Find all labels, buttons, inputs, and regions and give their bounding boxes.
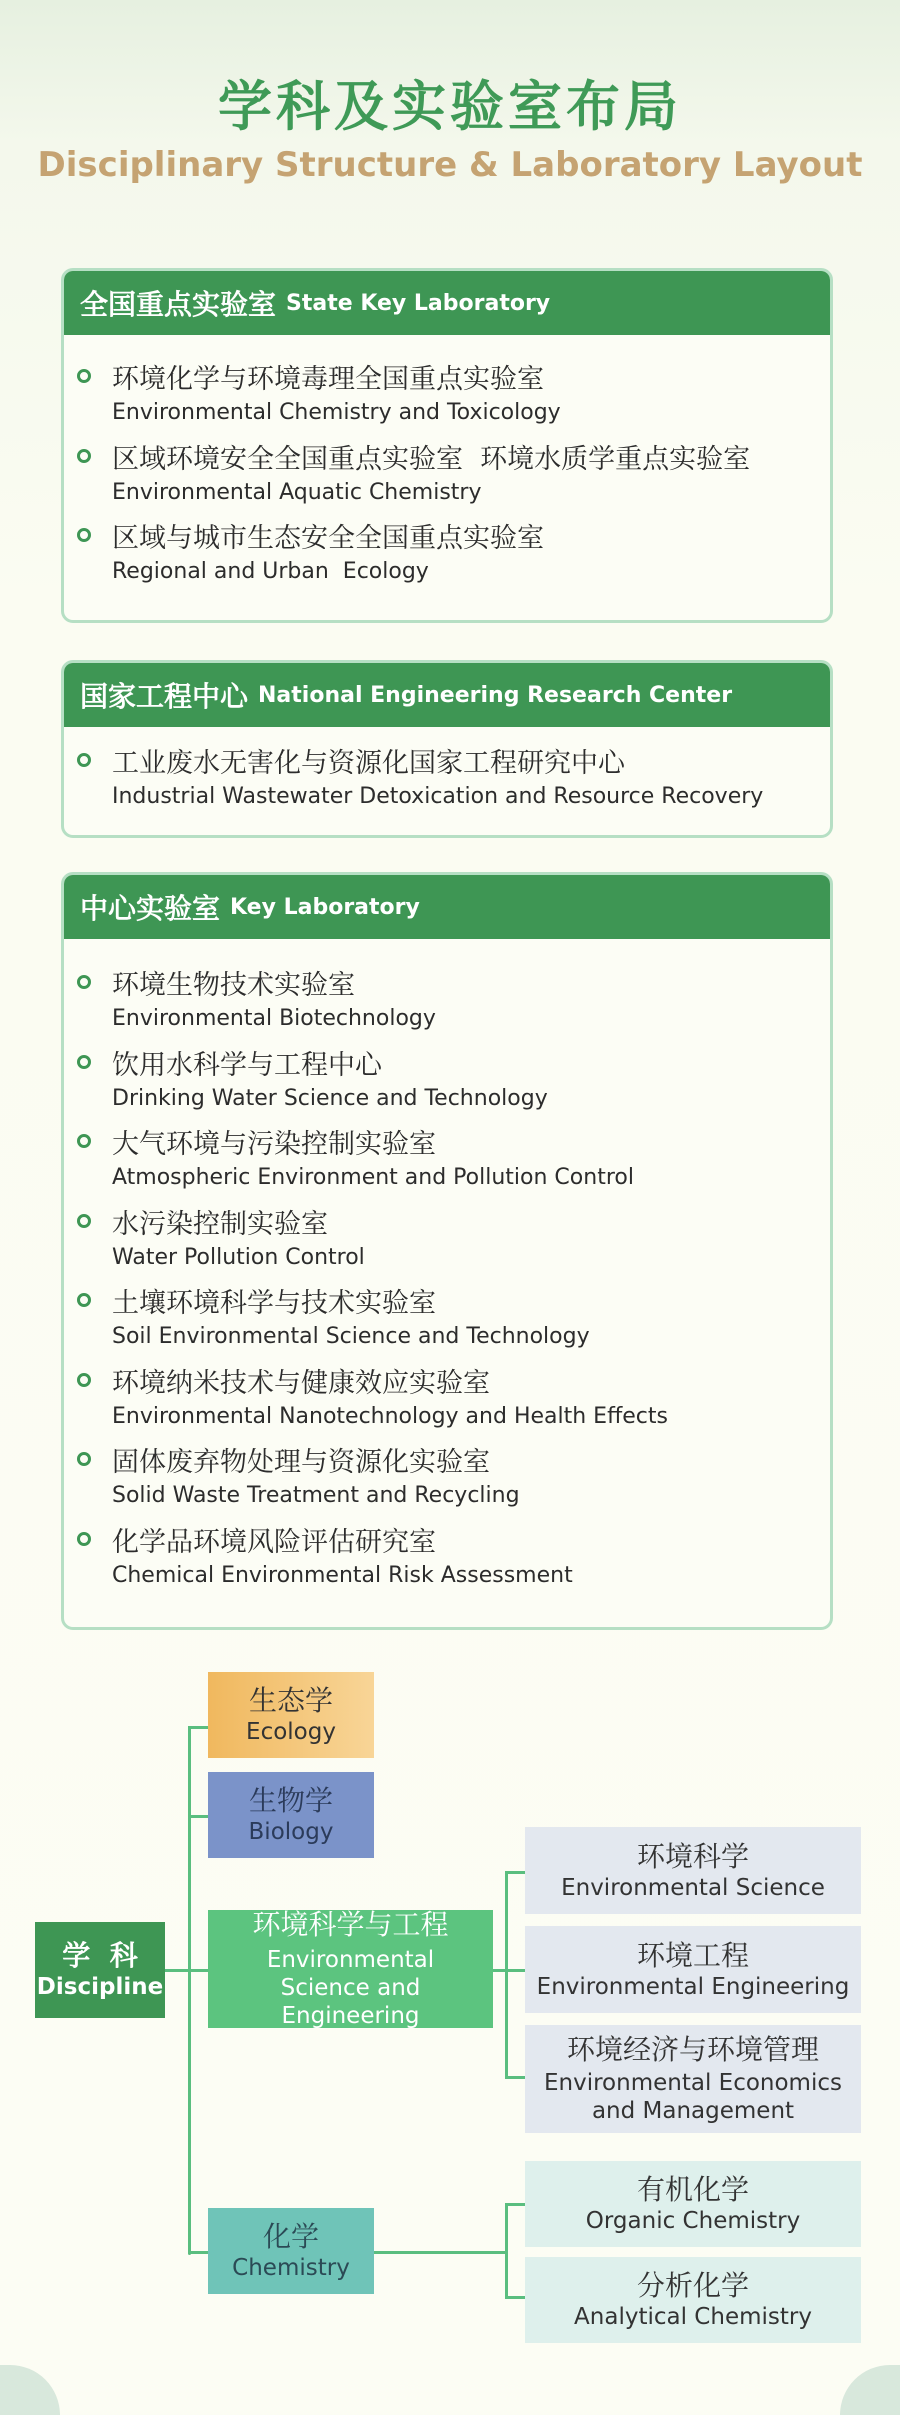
item-name-cn: 土壤环境科学与技术实验室 — [112, 1288, 436, 1319]
tree-connector — [188, 2251, 208, 2254]
circle-bullet-icon — [77, 1214, 91, 1228]
card-header — [64, 663, 830, 727]
sub-environmental-science — [525, 1827, 861, 1914]
list-item — [64, 747, 830, 827]
tree-connector — [372, 2251, 507, 2254]
sub-label-cn: 环境工程 — [636, 1938, 749, 1972]
sub-label-en: Environmental Science — [561, 1874, 825, 1901]
branch-label-en: Environmental Science and Engineering — [266, 1947, 435, 2029]
sub-label-en: Organic Chemistry — [585, 2208, 801, 2234]
tree-connector — [505, 1871, 525, 1874]
item-name-cn: 大气环境与污染控制实验室 — [112, 1129, 436, 1160]
card-header-cn: 国家工程中心 — [80, 680, 249, 713]
tree-connector — [505, 1871, 508, 2077]
circle-bullet-icon — [77, 1134, 91, 1148]
item-name-cn: 水污染控制实验室 — [112, 1208, 328, 1240]
list-item — [64, 1446, 830, 1526]
tree-connector — [505, 2203, 525, 2206]
item-name-en: Drinking Water Science and Technology — [112, 1085, 548, 1111]
sub-label-en: Analytical Chemistry — [574, 2304, 812, 2330]
circle-bullet-icon — [77, 753, 91, 767]
key-lab-card — [61, 872, 833, 1630]
tree-connector — [505, 2203, 508, 2298]
list-item — [64, 1287, 830, 1367]
tree-connector — [505, 2076, 525, 2079]
circle-bullet-icon — [77, 1055, 91, 1069]
circle-bullet-icon — [77, 1293, 91, 1307]
corner-decoration-left — [0, 2365, 60, 2415]
item-name-en: Chemical Environmental Risk Assessment — [112, 1562, 573, 1588]
sub-label-en: Environmental Engineering — [536, 1973, 850, 2000]
item-name-en: Environmental Aquatic Chemistry — [112, 479, 482, 505]
branch-ecology — [208, 1672, 374, 1758]
sub-environmental-engineering — [525, 1926, 861, 2013]
item-name-en: Environmental Chemistry and Toxicology — [112, 400, 561, 425]
list-item — [64, 1526, 830, 1606]
card-header — [64, 875, 830, 939]
card-header-en: State Key Laboratory — [286, 290, 551, 316]
item-name-en: Soil Environmental Science and Technology — [112, 1324, 590, 1349]
item-name-en: Environmental Biotechnology — [112, 1006, 436, 1031]
list-item — [64, 1208, 830, 1288]
list-item — [64, 1367, 830, 1447]
item-name-en: Atmospheric Environment and Pollution Control — [112, 1165, 634, 1190]
item-name-en: Environmental Nanotechnology and Health Effects — [112, 1403, 668, 1429]
branch-label-cn: 环境科学与工程 — [252, 1908, 449, 1941]
sub-label-cn: 分析化学 — [636, 2269, 749, 2302]
root-label-cn: 学 科 — [62, 1939, 138, 1972]
item-name-cn: 固体废弃物处理与资源化实验室 — [112, 1447, 490, 1478]
item-name-en: Regional and Urban Ecology — [112, 559, 429, 584]
state-key-lab-card — [61, 268, 833, 623]
circle-bullet-icon — [77, 1532, 91, 1546]
tree-connector — [163, 1969, 189, 1972]
list-item — [64, 969, 830, 1049]
discipline-root-box — [35, 1922, 165, 2018]
item-name-cn: 环境纳米技术与健康效应实验室 — [112, 1367, 490, 1399]
sub-analytical-chemistry — [525, 2257, 861, 2343]
sub-label-cn: 环境科学 — [636, 1839, 749, 1873]
tree-connector — [505, 1969, 525, 1972]
card-header — [64, 271, 830, 335]
card-header-en: Key Laboratory — [230, 894, 420, 920]
list-item — [64, 522, 830, 602]
item-name-en: Water Pollution Control — [112, 1244, 365, 1270]
sub-label-cn: 有机化学 — [636, 2173, 749, 2206]
page-title: 学科及实验室布局 — [218, 75, 682, 138]
circle-bullet-icon — [77, 528, 91, 542]
branch-label-cn: 生态学 — [248, 1684, 333, 1717]
item-name-cn: 工业废水无害化与资源化国家工程研究中心 — [112, 748, 625, 779]
root-label-en: Discipline — [36, 1974, 164, 2000]
branch-label-cn: 化学 — [262, 2220, 319, 2253]
tree-connector — [188, 1969, 208, 1972]
page-subtitle: Disciplinary Structure & Laboratory Layout — [37, 145, 863, 185]
list-item — [64, 1128, 830, 1208]
circle-bullet-icon — [77, 1373, 91, 1387]
item-name-cn: 环境化学与环境毒理全国重点实验室 — [112, 364, 544, 395]
national-engineering-center-card — [61, 660, 833, 838]
item-name-cn: 饮用水科学与工程中心 — [112, 1049, 382, 1081]
item-name-en: Solid Waste Treatment and Recycling — [112, 1483, 520, 1508]
corner-decoration-right — [840, 2365, 900, 2415]
branch-label-en: Biology — [248, 1819, 334, 1845]
branch-biology — [208, 1772, 374, 1858]
list-item — [64, 363, 830, 443]
tree-connector — [188, 1815, 208, 1818]
tree-connector — [505, 2296, 525, 2299]
list-item — [64, 443, 830, 523]
item-name-cn: 区域环境安全全国重点实验室 环境水质学重点实验室 — [112, 443, 751, 475]
branch-label-en: Chemistry — [232, 2255, 350, 2281]
item-name-en: Industrial Wastewater Detoxication and Resource Recovery — [112, 784, 764, 809]
branch-environmental-science-engineering — [208, 1910, 493, 2028]
branch-chemistry — [208, 2208, 374, 2294]
card-header-cn: 全国重点实验室 — [80, 288, 277, 321]
circle-bullet-icon — [77, 369, 91, 383]
circle-bullet-icon — [77, 449, 91, 463]
card-header-en: National Engineering Research Center — [258, 682, 733, 708]
sub-label-cn: 环境经济与环境管理 — [566, 2033, 819, 2066]
item-name-cn: 环境生物技术实验室 — [112, 970, 355, 1001]
item-name-cn: 化学品环境风险评估研究室 — [112, 1526, 436, 1558]
branch-label-en: Ecology — [246, 1719, 336, 1745]
tree-connector — [188, 1726, 208, 1729]
sub-environmental-economics-management — [525, 2025, 861, 2133]
sub-organic-chemistry — [525, 2161, 861, 2247]
circle-bullet-icon — [77, 1452, 91, 1466]
circle-bullet-icon — [77, 975, 91, 989]
list-item — [64, 1049, 830, 1129]
tree-connector — [188, 1727, 191, 2255]
sub-label-en: Environmental Economics and Management — [544, 2070, 842, 2124]
card-header-cn: 中心实验室 — [80, 892, 221, 925]
item-name-cn: 区域与城市生态安全全国重点实验室 — [112, 523, 544, 554]
branch-label-cn: 生物学 — [248, 1784, 333, 1817]
